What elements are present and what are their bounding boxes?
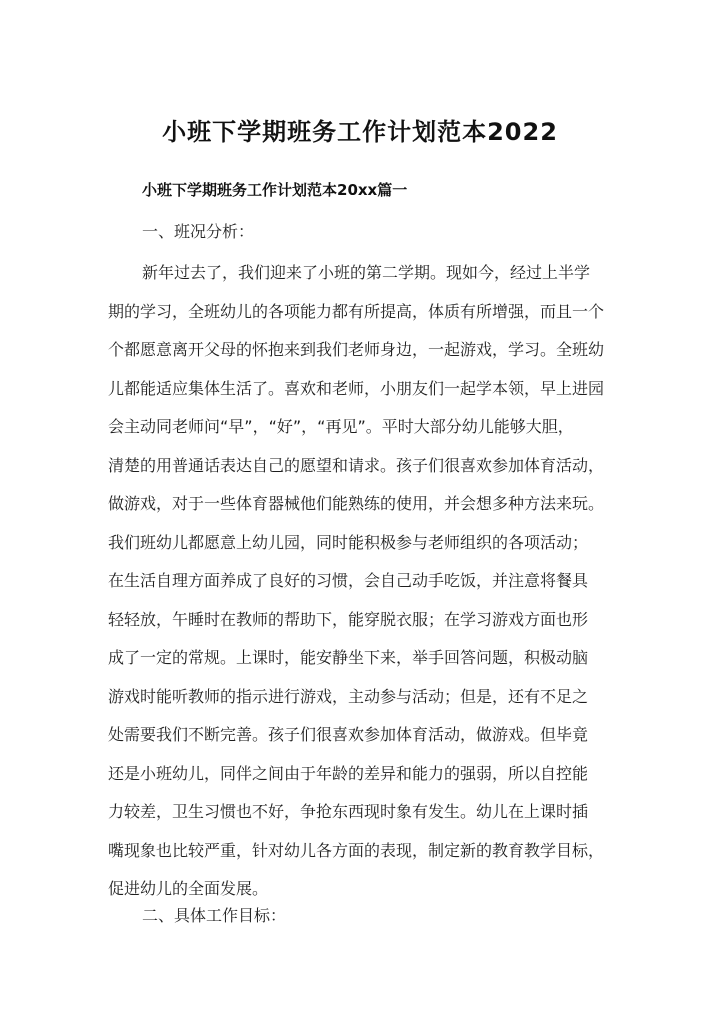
document-title: 小班下学期班务工作计划范本2022 (162, 118, 558, 146)
document-subtitle: 小班下学期班务工作计划范本20xx篇一 (142, 181, 408, 199)
section-heading-work-goals: 二、具体工作目标： (142, 906, 287, 925)
paragraph-line: 个都愿意离开父母的怀抱来到我们老师身边，一起游戏，学习。全班幼 (108, 340, 605, 359)
paragraph-line: 嘴现象也比较严重，针对幼儿各方面的表现，制定新的教育教学目标， (108, 840, 605, 860)
paragraph-line: 促进幼儿的全面发展。 (108, 879, 269, 898)
paragraph-line: 我们班幼儿都愿意上幼儿园，同时能积极参与老师组织的各项活动； (108, 532, 589, 552)
paragraph-line: 轻轻放，午睡时在教师的帮助下，能穿脱衣服；在学习游戏方面也形 (108, 609, 589, 629)
paragraph-line: 在生活自理方面养成了良好的习惯，会自己动手吃饭，并注意将餐具 (108, 571, 589, 590)
paragraph-line: 游戏时能听教师的指示进行游戏，主动参与活动；但是，还有不足之 (108, 686, 589, 706)
paragraph-line: 期的学习，全班幼儿的各项能力都有所提高，体质有所增强，而且一个 (108, 301, 605, 321)
paragraph-line: 儿都能适应集体生活了。喜欢和老师，小朋友们一起学本领，早上进园 (108, 378, 605, 398)
paragraph-line: 新年过去了，我们迎来了小班的第二学期。现如今，经过上半学 (142, 263, 591, 282)
paragraph-line: 做游戏，对于一些体育器械他们能熟练的使用，并会想多种方法来玩。 (108, 494, 605, 513)
paragraph-line: 会主动同老师问“早”，“好”，“再见”。平时大部分幼儿能够大胆， (108, 417, 574, 436)
paragraph-line: 成了一定的常规。上课时，能安静坐下来，举手回答问题，积极动脑 (108, 648, 589, 667)
paragraph-line: 还是小班幼儿，同伴之间由于年龄的差异和能力的强弱，所以自控能 (108, 763, 589, 783)
paragraph-line: 力较差，卫生习惯也不好，争抢东西现时象有发生。幼儿在上课时插 (108, 802, 589, 821)
paragraph-line: 处需要我们不断完善。孩子们很喜欢参加体育活动，做游戏。但毕竟 (108, 725, 589, 744)
section-heading-class-analysis: 一、班况分析： (142, 222, 255, 241)
paragraph-line: 清楚的用普通话表达自己的愿望和请求。孩子们很喜欢参加体育活动， (108, 455, 605, 475)
paragraph-class-analysis (108, 263, 613, 918)
